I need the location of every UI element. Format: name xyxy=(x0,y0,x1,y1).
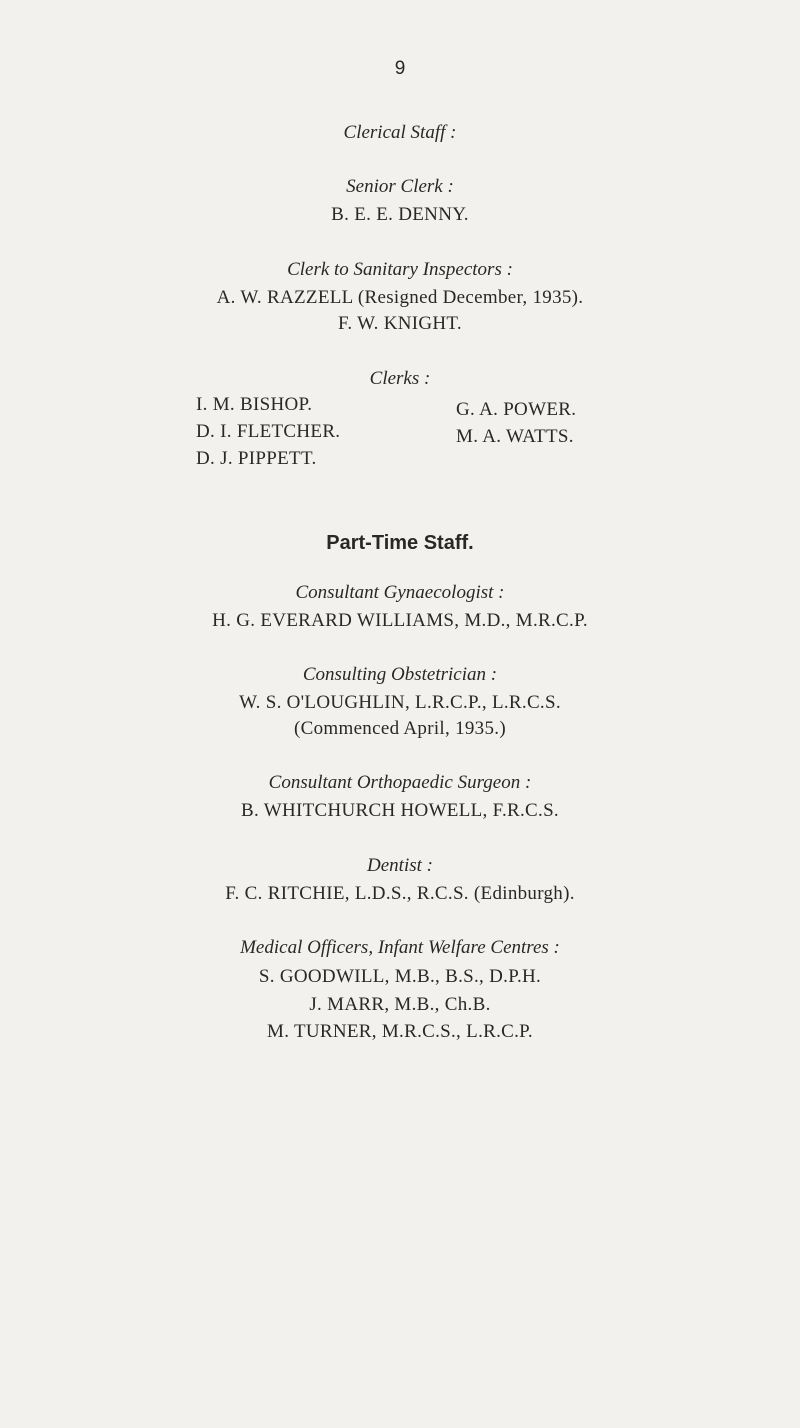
consulting-obstetrician-name: W. S. O'LOUGHLIN, L.R.C.P., L.R.C.S. xyxy=(239,692,561,713)
sanitary-clerk-name-1: A. W. RAZZELL (Resigned December, 1935). xyxy=(216,287,584,308)
consultant-orthopaedic-surgeon-heading: Consultant Orthopaedic Surgeon : xyxy=(268,772,532,793)
page-number: 9 xyxy=(394,58,406,79)
consultant-gynaecologist-name: H. G. EVERARD WILLIAMS, M.D., M.R.C.P. xyxy=(212,610,588,631)
dentist-name: F. C. RITCHIE, L.D.S., R.C.S. (Edinburgh). xyxy=(225,883,575,904)
consultant-gynaecologist-heading: Consultant Gynaecologist : xyxy=(295,582,505,603)
clerk-to-sanitary-inspectors-heading: Clerk to Sanitary Inspectors : xyxy=(287,259,513,280)
dentist-heading: Dentist : xyxy=(367,855,433,876)
senior-clerk-name: B. E. E. DENNY. xyxy=(331,204,469,225)
medical-officer-name-1: S. GOODWILL, M.B., B.S., D.P.H. xyxy=(258,966,542,987)
medical-officers-heading: Medical Officers, Infant Welfare Centres : xyxy=(240,937,560,958)
part-time-staff-heading: Part-Time Staff. xyxy=(326,532,474,554)
clerk-left-1: I. M. BISHOP. xyxy=(196,394,313,415)
clerical-staff-heading: Clerical Staff : xyxy=(343,122,457,143)
medical-officer-name-2: J. MARR, M.B., Ch.B. xyxy=(309,994,491,1015)
consultant-orthopaedic-surgeon-name: B. WHITCHURCH HOWELL, F.R.C.S. xyxy=(240,800,559,821)
clerk-right-2: M. A. WATTS. xyxy=(456,426,574,447)
clerks-heading: Clerks : xyxy=(369,368,431,389)
clerk-left-2: D. I. FLETCHER. xyxy=(196,421,341,442)
medical-officer-name-3: M. TURNER, M.R.C.S., L.R.C.P. xyxy=(267,1021,533,1042)
sanitary-clerk-name-2: F. W. KNIGHT. xyxy=(338,313,462,334)
clerk-right-1: G. A. POWER. xyxy=(456,399,577,420)
consulting-obstetrician-heading: Consulting Obstetrician : xyxy=(302,664,498,685)
senior-clerk-heading: Senior Clerk : xyxy=(346,176,454,197)
consulting-obstetrician-note: (Commenced April, 1935.) xyxy=(294,718,506,739)
clerk-left-3: D. J. PIPPETT. xyxy=(196,448,317,469)
